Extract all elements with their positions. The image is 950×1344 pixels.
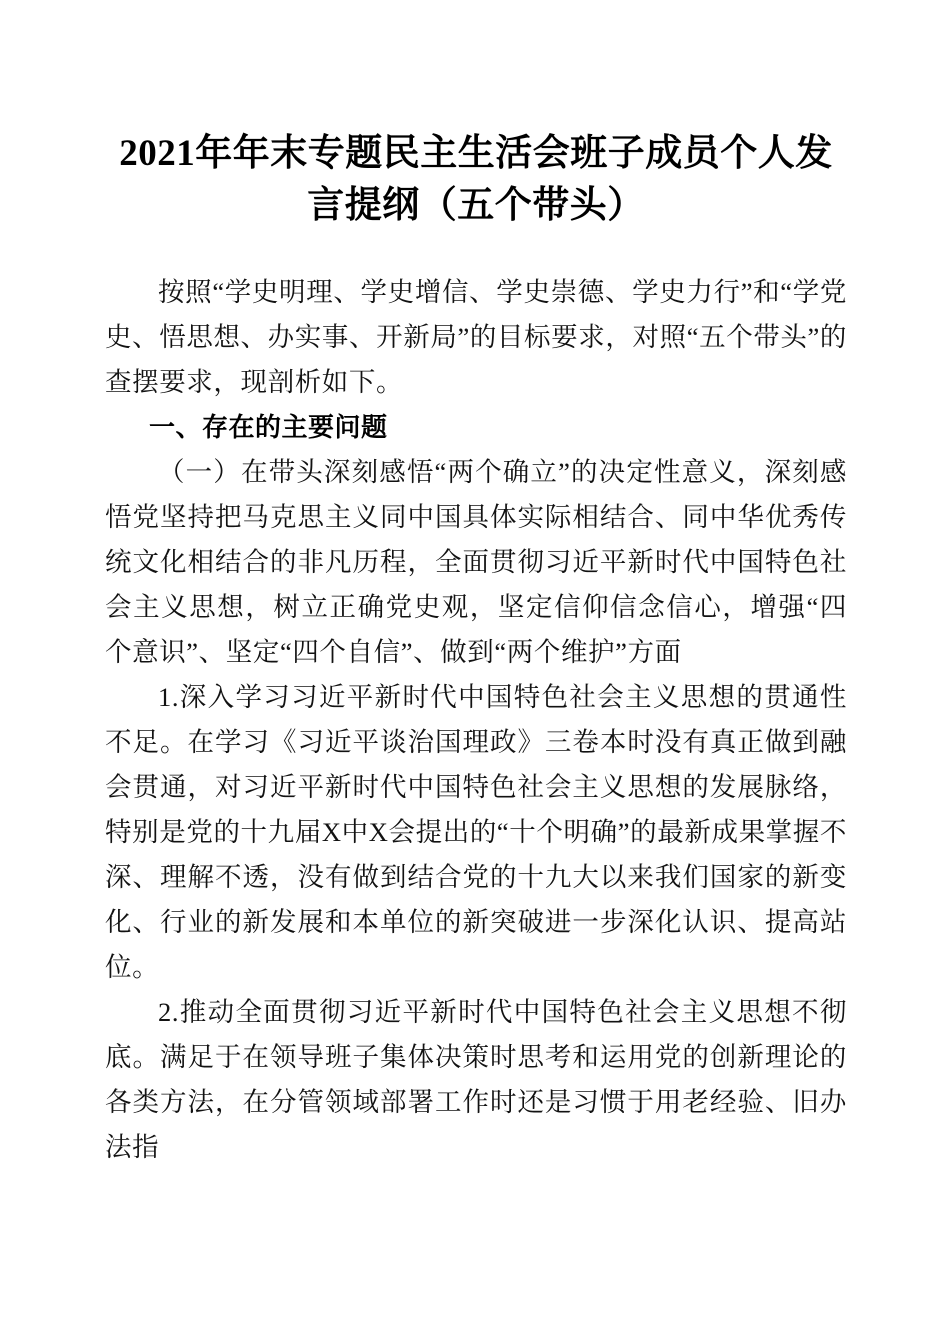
section-heading-main-problems: 一、存在的主要问题 (149, 412, 388, 442)
problem-item-2: 2.推动全面贯彻习近平新时代中国特色社会主义思想不彻底。满足于在领导班子集体决策时思考和运用党的创新理论的各类方法，在分管领域部署工作时还是习惯于用老经验、旧办法指 (105, 997, 847, 1162)
problem-item-1: 1.深入学习习近平新时代中国特色社会主义思想的贯通性不足。在学习《习近平谈治国理政》三卷本时没有真正做到融会贯通，对习近平新时代中国特色社会主义思想的发展脉络，特别是党的十九届X中X会提出的“十个明确”的最新成果掌握不深、理解不透，没有做到结合党的十九大以来我们国家的新变化、行业的新发展和本单位的新突破进一步深化认识、提高站位。 (105, 682, 847, 982)
intro-paragraph: 按照“学史明理、学史增信、学史崇德、学史力行”和“学党史、悟思想、办实事、开新局”的目标要求，对照“五个带头”的查摆要求，现剖析如下。 (105, 277, 847, 397)
subsection-heading-one: （一）在带头深刻感悟“两个确立”的决定性意义，深刻感悟党坚持把马克思主义同中国具体实际相结合、同中华优秀传统文化相结合的非凡历程，全面贯彻习近平新时代中国特色社会主义思想，树立正确党史观，坚定信仰信念信心，增强“四个意识”、坚定“四个自信”、做到“两个维护”方面 (105, 457, 847, 667)
page-title: 2021年年末专题民主生活会班子成员个人发言提纲（五个带头） (119, 133, 833, 226)
document-body (105, 0, 847, 1170)
